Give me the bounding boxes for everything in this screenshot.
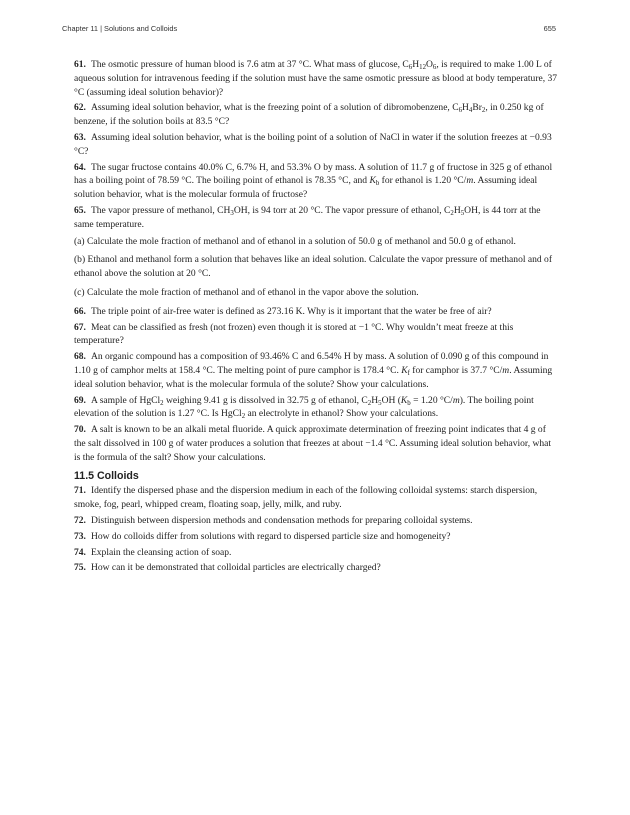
section-title: 11.5 Colloids bbox=[74, 469, 139, 482]
problem-64 bbox=[74, 161, 558, 202]
problem-73 bbox=[74, 530, 558, 544]
problem-67 bbox=[74, 321, 558, 349]
problem-61 bbox=[74, 58, 558, 99]
problem-63 bbox=[74, 131, 558, 159]
problem-text: Assuming ideal solution behavior, what is the boiling point of a solution of NaCl in water if the solution freezes at −0.93 °C? bbox=[74, 131, 552, 157]
problem-number: 74. bbox=[74, 546, 86, 558]
problem-number: 67. bbox=[74, 321, 86, 333]
subpart: (c) Calculate the mole fraction of methanol and of ethanol in the vapor above the solution. bbox=[74, 286, 419, 298]
page-number: 655 bbox=[543, 24, 556, 33]
problem-68 bbox=[74, 350, 558, 391]
problem-group-b bbox=[74, 305, 558, 465]
problem-number: 71. bbox=[74, 485, 86, 497]
problem-number: 65. bbox=[74, 204, 86, 216]
problem-text: The vapor pressure of methanol, $CH_3OH$, is 94 torr at 20 °C. The vapor pressure of ethanol, $C_2H_5OH$, is 44 torr at the same temperature. bbox=[74, 204, 541, 230]
problem-number: 75. bbox=[74, 562, 86, 574]
problem-number: 62. bbox=[74, 102, 86, 114]
problem-text: Distinguish between dispersion methods and condensation methods for preparing colloidal systems. bbox=[90, 514, 473, 526]
problem-number: 61. bbox=[74, 59, 86, 70]
problem-72 bbox=[74, 514, 558, 528]
problem-text: A sample of HgCl$_2$ weighing 9.41 g is dissolved in 32.75 g of ethanol, $C_2H_5OH$ ($K_b = 1.20$ °C/m). The boiling point elevation of the solution is 1.27 °C. Is HgCl$_2$ an electrolyte in ethanol? Show your calculations. bbox=[74, 394, 534, 421]
subpart: (a) Calculate the mole fraction of methanol and of ethanol in a solution of 50.0 g of methanol and 50.0 g of ethanol. bbox=[74, 235, 516, 247]
problem-text: How do colloids differ from solutions with regard to dispersed particle size and homogeneity? bbox=[90, 530, 451, 542]
problem-number: 69. bbox=[74, 394, 86, 406]
subpart: (b) Ethanol and methanol form a solution that behaves like an ideal solution. Calculate the vapor pressure of methanol and of ethanol above the solution at 20 °C. bbox=[74, 254, 553, 280]
problem-text: The osmotic pressure of human blood is 7.6 atm at 37 °C. What mass of glucose, $C_6H_{12}O_6$, is required to make 1.00 L of aqueous solution for intravenous feeding if the solution must have the same osmotic pressure as blood at body temperature, 37 °C (assuming ideal solution behavior)? bbox=[74, 59, 558, 98]
problem-text: A salt is known to be an alkali metal fluoride. A quick approximate determination of freezing point indicates that 4 g of the salt dissolved in 100 g of water produces a solution that freezes at about −1.4 °C. Assuming ideal solution behavior, what is the formula of the salt? Show your calculations. bbox=[74, 424, 552, 463]
problem-group-c bbox=[74, 484, 558, 575]
problem-70 bbox=[74, 423, 558, 464]
problem-65-subparts bbox=[74, 235, 558, 300]
problem-number: 72. bbox=[74, 514, 86, 526]
problem-text: The triple point of air-free water is defined as 273.16 K. Why is it important that the water be free of air? bbox=[90, 305, 492, 317]
problem-group-a bbox=[74, 58, 558, 232]
problem-71 bbox=[74, 484, 558, 512]
problem-text: Identify the dispersed phase and the dispersion medium in each of the following colloidal systems: starch dispersion, smoke, fog, pearl, whipped cream, floating soap, jelly, milk, and ruby. bbox=[74, 485, 538, 511]
problem-text: Meat can be classified as fresh (not frozen) even though it is stored at −1 °C. Why wouldn’t meat freeze at this temperature? bbox=[74, 321, 514, 347]
problem-number: 68. bbox=[74, 351, 86, 363]
problem-62 bbox=[74, 101, 558, 129]
problem-66 bbox=[74, 305, 558, 319]
problem-number: 70. bbox=[74, 424, 86, 436]
problem-69 bbox=[74, 394, 558, 422]
page-header bbox=[62, 24, 556, 33]
problem-number: 73. bbox=[74, 530, 86, 542]
problem-number: 63. bbox=[74, 131, 86, 143]
problem-text: The sugar fructose contains 40.0% C, 6.7% H, and 53.3% O by mass. A solution of 11.7 g of fructose in 325 g of ethanol has a boiling point of 78.59 °C. The boiling point of ethanol is 78.35 °C, and $K_b$ for ethanol is 1.20 °C/m. Assuming ideal solution behavior, what is the molecular formula of fructose? bbox=[74, 161, 553, 201]
problem-74 bbox=[74, 546, 558, 560]
problem-text: How can it be demonstrated that colloidal particles are electrically charged? bbox=[90, 562, 381, 574]
chapter-title: Chapter 11 | Solutions and Colloids bbox=[62, 24, 178, 33]
problem-75 bbox=[74, 561, 558, 575]
problem-65 bbox=[74, 204, 558, 232]
page-content bbox=[74, 58, 558, 577]
problem-text: Explain the cleansing action of soap. bbox=[90, 546, 232, 558]
problem-text: Assuming ideal solution behavior, what is the freezing point of a solution of dibromobenzene, $C_6H_4Br_2$, in 0.250 kg of benzene, if the solution boils at 83.5 °C? bbox=[74, 102, 544, 128]
problem-number: 64. bbox=[74, 161, 86, 173]
problem-number: 66. bbox=[74, 305, 86, 317]
problem-text: An organic compound has a composition of 93.46% C and 6.54% H by mass. A solution of 0.090 g of this compound in 1.10 g of camphor melts at 158.4 °C. The melting point of pure camphor is 178.4 °C. $K_f$ for camphor is 37.7 °C/m. Assuming ideal solution behavior, what is the molecular formula of the solute? Show your calculations. bbox=[74, 351, 553, 390]
